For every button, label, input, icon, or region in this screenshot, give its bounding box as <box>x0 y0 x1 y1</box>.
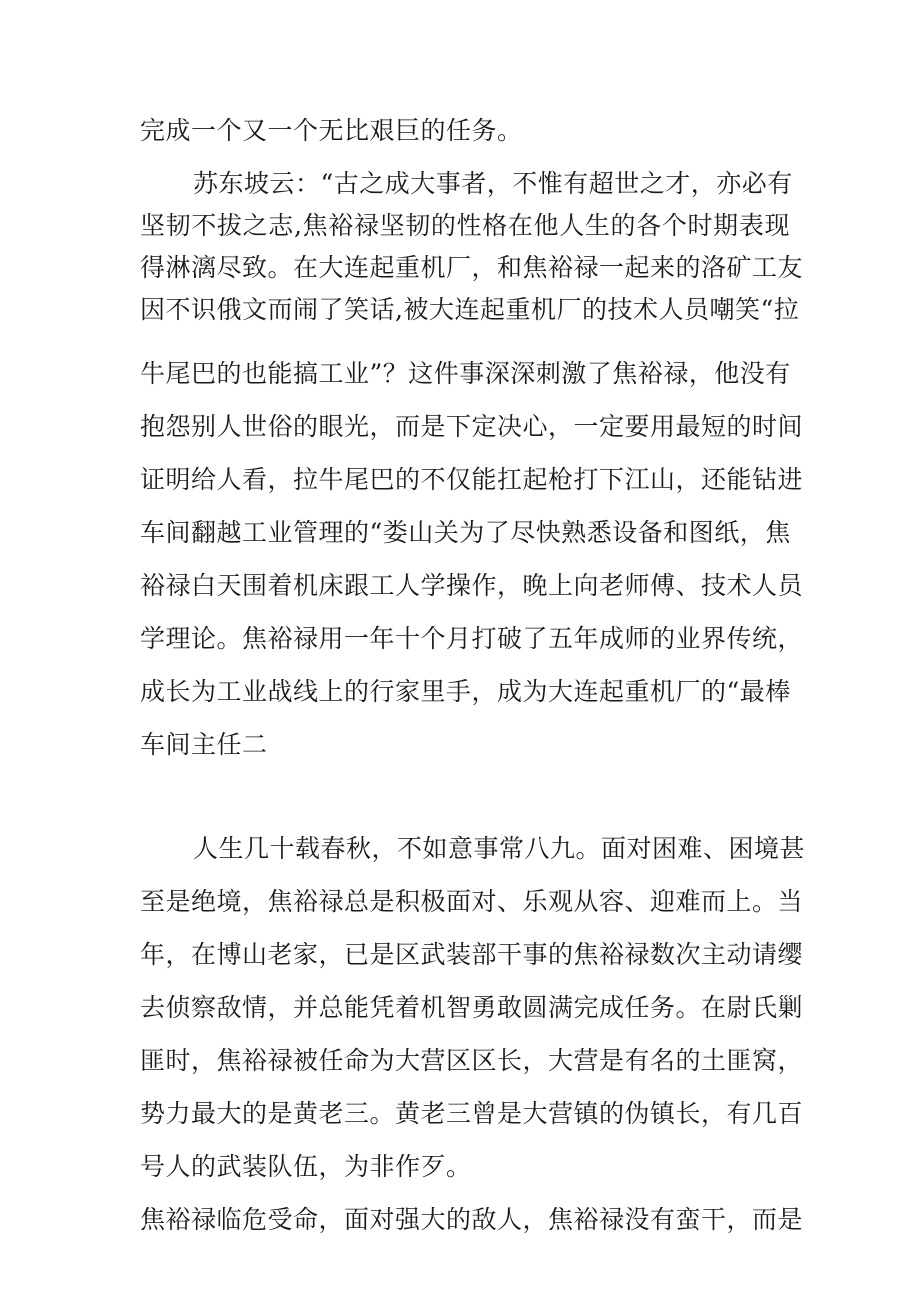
paragraph-line: 抱怨别人世俗的眼光，而是下定决心，一定要用最短的时间 <box>140 412 804 441</box>
paragraph-line: 完成一个又一个无比艰巨的任务。 <box>140 116 523 145</box>
paragraph-line: 匪时，焦裕禄被任命为大营区区长，大营是有名的土匪窝， <box>140 1046 804 1075</box>
paragraph-line: 得淋漓尽致。在大连起重机厂，和焦裕禄一起来的洛矿工友 <box>140 253 804 282</box>
paragraph-line: 车间翻越工业管理的“娄山关为了尽快熟悉设备和图纸，焦 <box>140 518 791 547</box>
paragraph-line: 坚韧不拔之志,焦裕禄坚韧的性格在他人生的各个时期表现 <box>140 211 790 240</box>
paragraph-line: 裕禄白天围着机床跟工人学操作，晚上向老师傅、技术人员 <box>140 571 804 600</box>
paragraph-line: 势力最大的是黄老三。黄老三曾是大营镇的伪镇长，有几百 <box>140 1099 804 1128</box>
paragraph-line: 人生几十载春秋，不如意事常八九。面对困难、困境甚 <box>193 834 806 863</box>
paragraph-line: 焦裕禄临危受命，面对强大的敌人，焦裕禄没有蛮干，而是 <box>140 1205 804 1234</box>
paragraph-line: 成长为工业战线上的行家里手，成为大连起重机厂的“最棒 <box>140 677 791 706</box>
paragraph-line: 证明给人看，拉牛尾巴的不仅能扛起枪打下江山，还能钻进 <box>140 465 804 494</box>
paragraph-line: 学理论。焦裕禄用一年十个月打破了五年成师的业界传统， <box>140 624 804 653</box>
paragraph-line: 牛尾巴的也能搞工业”？这件事深深刺激了焦裕禄，他没有 <box>140 359 791 388</box>
paragraph-line: 因不识俄文而闹了笑话,被大连起重机厂的技术人员嘲笑“拉 <box>140 295 800 324</box>
paragraph-line: 苏东坡云：“古之成大事者，不惟有超世之才，亦必有 <box>193 169 793 198</box>
paragraph-line: 至是绝境，焦裕禄总是积极面对、乐观从容、迎难而上。当 <box>140 887 804 916</box>
paragraph-line: 去侦察敌情，并总能凭着机智勇敢圆满完成任务。在尉氏剿 <box>140 993 804 1022</box>
paragraph-line: 号人的武装队伍，为非作歹。 <box>140 1152 472 1181</box>
paragraph-line: 年，在博山老家，已是区武装部干事的焦裕禄数次主动请缨 <box>140 940 804 969</box>
paragraph-line: 车间主任二 <box>140 730 268 759</box>
